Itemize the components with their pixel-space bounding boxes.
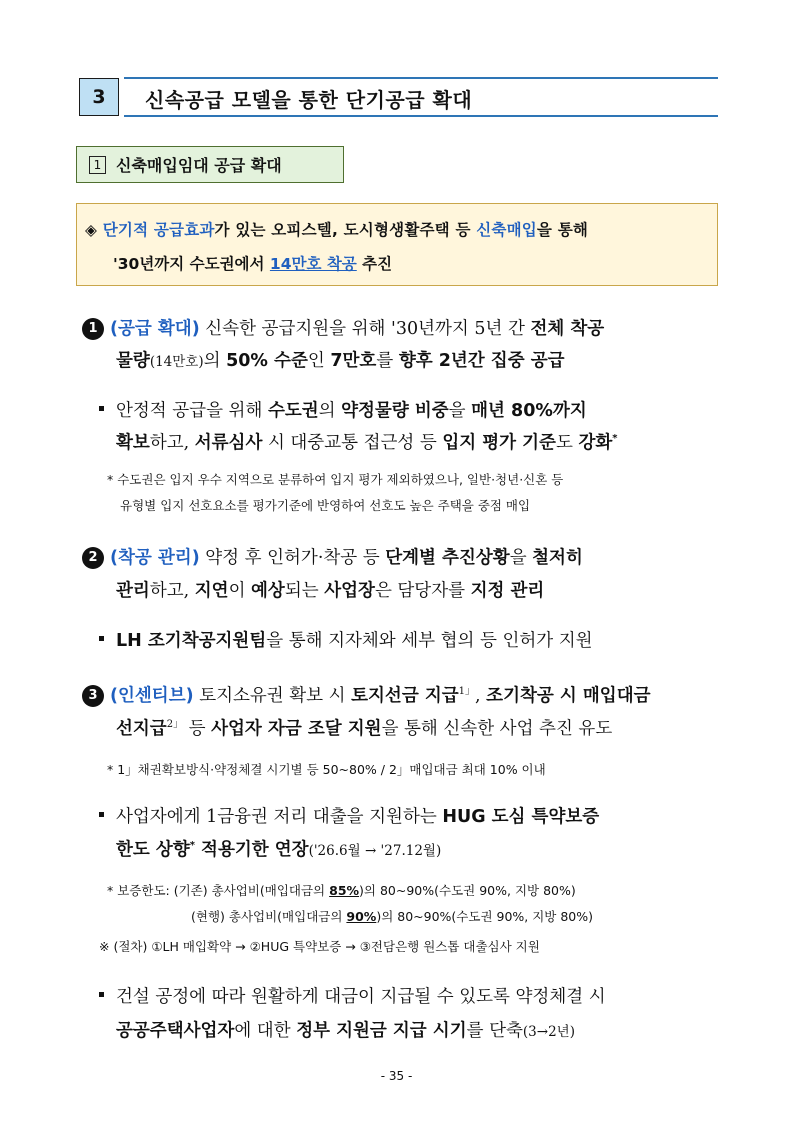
item-3-bullet-2-line-2 [116, 1017, 575, 1042]
bold-text: 철저히 [532, 548, 583, 568]
bold-text: 50% 수준 [226, 351, 308, 371]
bold-text: 선지급 [116, 719, 167, 739]
diamond-marker-icon: ◈ [85, 221, 98, 239]
bold-text: 사업장 [324, 581, 375, 601]
text: (현행) 총사업비(매입대금의 [191, 909, 347, 924]
item-1-bullet-1-line-2 [116, 429, 617, 454]
text: 도 [555, 433, 579, 453]
text: 인 [307, 351, 331, 371]
item-3-bullet-2-line-1 [99, 983, 606, 1008]
bold-text: 물량 [116, 351, 150, 371]
text: 하고, [149, 433, 195, 453]
bold-text: 85% [329, 883, 360, 898]
footnote-marker: * [189, 840, 195, 851]
bold-text: 7만호 [330, 351, 377, 371]
item-1-line-2 [116, 347, 565, 372]
bold-text: 확보 [116, 433, 150, 453]
text: 사업자에게 1금융권 저리 대출을 지원하는 [116, 807, 443, 827]
text: 을 [448, 401, 472, 421]
text: 등 [183, 719, 212, 739]
item-3-note-2-line-2 [191, 907, 593, 925]
section-number: 3 [79, 78, 119, 116]
item-3-bullet-1-line-2 [116, 836, 441, 861]
footnote-marker: 1」 [458, 686, 476, 697]
bold-text: 약정물량 비중 [341, 401, 449, 421]
item-heading: (인센티브) [110, 686, 194, 706]
text: 이 [228, 581, 252, 601]
text: (14만호) [149, 354, 204, 370]
item-2-line-1 [82, 544, 583, 569]
text: 되는 [284, 581, 325, 601]
text: 을 통해 지자체와 세부 협의 등 인허가 지원 [266, 631, 593, 651]
item-3-bullet-1-line-1 [99, 803, 599, 828]
bold-text: 수도권 [267, 401, 319, 421]
text: 을 통해 신속한 사업 추진 유도 [381, 719, 613, 739]
text: 신속한 공급지원을 위해 '30년까지 5년 간 [199, 319, 531, 339]
section-rule-top [124, 77, 718, 79]
text: )의 80~90%(수도권 90%, 지방 80%) [376, 909, 594, 924]
item-1-bullet-1-line-1 [99, 397, 587, 422]
summary-text: 을 통해 [536, 221, 589, 239]
bold-text: 정부 지원금 지급 시기 [296, 1021, 467, 1041]
bold-text: 단계별 추진상황 [385, 548, 510, 568]
item-3-note-2-line-1 [107, 881, 576, 899]
item-number-badge: 3 [82, 685, 104, 707]
item-2-bullet-1 [99, 627, 593, 652]
bold-text: 향후 2년간 집중 공급 [398, 351, 565, 371]
item-1-line-1 [82, 315, 604, 340]
text: 의 [318, 401, 342, 421]
bullet-icon [99, 992, 104, 997]
text: 시 대중교통 접근성 등 [262, 433, 443, 453]
summary-text: '30년까지 수도권에서 [113, 255, 270, 273]
bold-text: 전체 착공 [530, 319, 605, 339]
item-3-note-1: * 1」채권확보방식·약정체결 시기별 등 50~80% / 2」매입대금 최대 10% 이내 [107, 762, 546, 777]
summary-text: 추진 [356, 255, 393, 273]
section-title: 신속공급 모델을 통한 단기공급 확대 [145, 88, 473, 112]
text: 을 [509, 548, 533, 568]
summary-highlight: 신축매입 [476, 221, 537, 239]
text: , [475, 686, 487, 706]
bold-text: 토지선금 지급 [351, 686, 459, 706]
text: 를 [376, 351, 399, 371]
bold-text: 지연 [194, 581, 229, 601]
text: 의 [203, 351, 227, 371]
bold-text: 지정 관리 [470, 581, 545, 601]
bold-text: 공공주택사업자 [116, 1021, 235, 1041]
subsection-title: 신축매입임대 공급 확대 [116, 156, 282, 175]
bold-text: LH 조기착공지원팀 [116, 631, 267, 651]
bold-text: 서류심사 [194, 433, 263, 453]
item-heading: (착공 관리) [110, 548, 200, 568]
item-2-line-2 [116, 577, 544, 602]
text: 은 담당자를 [374, 581, 471, 601]
text: (3→2년) [522, 1024, 575, 1040]
bold-text: 관리 [116, 581, 150, 601]
item-heading: (공급 확대) [110, 319, 200, 339]
footnote-marker: 2」 [166, 719, 184, 730]
summary-line-2 [113, 252, 392, 274]
text: ('26.6월 → '27.12월) [308, 843, 442, 859]
bullet-icon [99, 812, 104, 817]
bullet-icon [99, 636, 104, 641]
bold-text: 예상 [251, 581, 285, 601]
section-rule-bottom [124, 115, 718, 117]
text: 건설 공정에 따라 원활하게 대금이 지급될 수 있도록 약정체결 시 [116, 987, 606, 1007]
bold-text: 적용기한 연장 [194, 840, 309, 860]
item-number-badge: 2 [82, 547, 104, 569]
item-number-badge: 1 [82, 318, 104, 340]
summary-highlight: 14만호 착공 [269, 255, 357, 273]
subsection-number: 1 [89, 156, 106, 174]
summary-box [76, 203, 718, 286]
text: 에 대한 [234, 1021, 297, 1041]
text: 안정적 공급을 위해 [116, 401, 268, 421]
summary-line-1 [85, 218, 588, 240]
text: 하고, [149, 581, 195, 601]
bold-text: 90% [346, 909, 377, 924]
bold-text: 매년 80%까지 [471, 401, 587, 421]
text: 약정 후 인허가·착공 등 [199, 548, 386, 568]
bold-text: 조기착공 시 매입대금 [486, 686, 651, 706]
text: 를 단축 [466, 1021, 523, 1041]
item-3-procedure-note: ※ (절차) ①LH 매입확약 → ②HUG 특약보증 → ③전담은행 원스톱 대출심사 지원 [99, 939, 540, 954]
page-number: - 35 - [380, 1069, 413, 1083]
bold-text: 강화 [578, 433, 613, 453]
subsection-heading [76, 146, 344, 183]
summary-highlight: 단기적 공급효과 [102, 221, 215, 239]
bold-text: 입지 평가 기준 [442, 433, 556, 453]
footnote-marker: * [612, 433, 618, 444]
item-1-note-line-2: 유형별 입지 선호요소를 평가기준에 반영하여 선호도 높은 주택을 중점 매입 [120, 498, 531, 513]
bold-text: 사업자 자금 조달 지원 [211, 719, 382, 739]
bold-text: 한도 상향 [116, 840, 190, 860]
text: * 보증한도: (기존) 총사업비(매입대금의 [107, 883, 330, 898]
text: 토지소유권 확보 시 [193, 686, 352, 706]
summary-text: 가 있는 오피스텔, 도시형생활주택 등 [214, 221, 477, 239]
bold-text: HUG 도심 특약보증 [442, 807, 600, 827]
item-3-line-2 [116, 715, 612, 740]
item-1-note-line-1: * 수도권은 입지 우수 지역으로 분류하여 입지 평가 제외하였으나, 일반·청년·신혼 등 [107, 472, 564, 487]
bullet-icon [99, 406, 104, 411]
text: )의 80~90%(수도권 90%, 지방 80%) [359, 883, 576, 898]
item-3-line-1 [82, 682, 651, 707]
